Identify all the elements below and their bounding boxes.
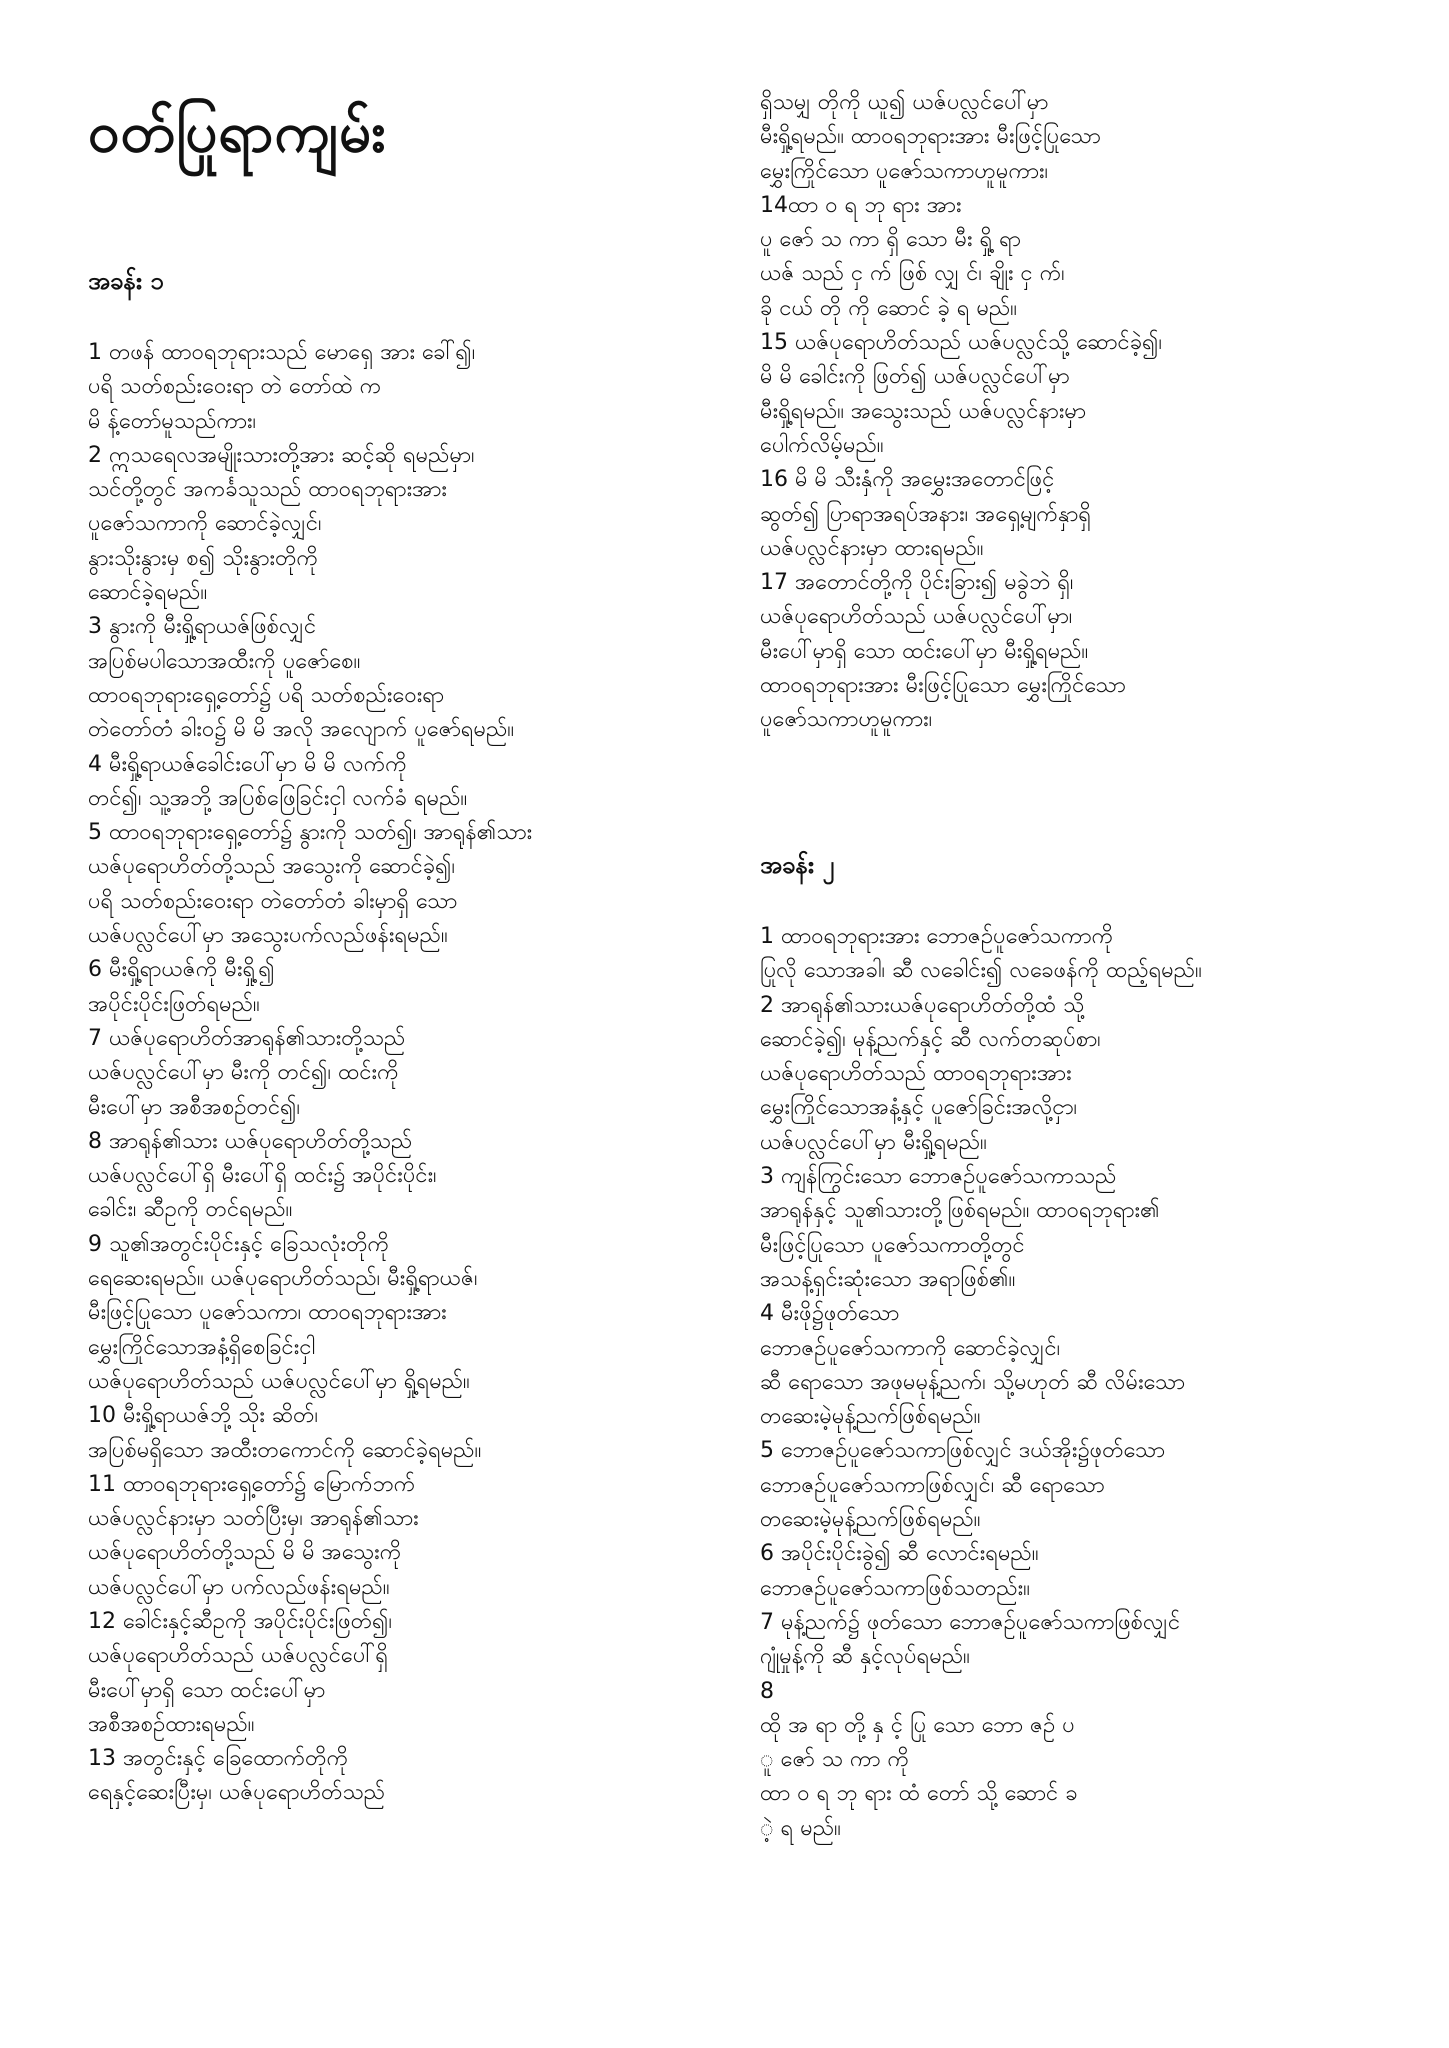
book-title: ဝတ်ပြုရာကျမ်း <box>88 100 387 165</box>
chapter-1-verses-part-2: ရှိသမျှ တိုကို ယူ၍ ယဇ်ပလ္လင်ပေါ်မှာ မီးရှို့ရမည်။ ထာဝရဘုရားအား မီးဖြင့်ပြုသော မွှေးကြိုင်သော ပူဇော်သကာဟူမူကား၊ 14ထာ ဝ ရ ဘု ရား အား ပူ ဇော် သ ကာ ရှိ သော မီး ရှို့ ရာ ယဇ် သည် ငှ က် ဖြစ် လျှ င်၊ ချိုး ငှ က်၊ ခို ငယ် တို ကို ဆောင် ခဲ့ ရ မည်။ 15 ယဇ်ပုရောဟိတ်သည် ယဇ်ပလ္လင်သို့ ဆောင်ခဲ့၍၊ မိ မိ ခေါင်းကို ဖြတ်၍ ယဇ်ပလ္လင်ပေါ်မှာ မီးရှို့ရမည်။ အသွေးသည် ယဇ်ပလ္လင်နားမှာ ပေါက်လိမ့်မည်။ 16 မိ မိ သီးနှံကို အမွှေးအတောင်ဖြင့် ဆွတ်၍ ပြာရာအရပ်အနား၊ အရှေ့မျက်နှာရှိ ယဇ်ပလ္လင်နားမှာ ထားရမည်။ 17 အတောင်တို့ကို ပိုင်းခြား၍ မခွဲဘဲ ရှိ၊ ယဇ်ပုရောဟိတ်သည် ယဇ်ပလ္လင်ပေါ်မှာ၊ မီးပေါ်မှာရှိ သော ထင်းပေါ်မှာ မီးရှို့ရမည်။ ထာဝရဘုရားအား မီးဖြင့်ပြုသော မွှေးကြိုင်သော ပူဇော်သကာဟူမူကား၊ <box>760 90 1163 733</box>
chapter-2-verses: 1 ထာဝရဘုရားအား ဘောဇဉ်ပူဇော်သကာကို ပြုလို သောအခါ၊ ဆီ လခေါင်း၍ လခေဖန်ကို ထည့်ရမည်။ 2 အာရုန်၏သားယဇ်ပုရောဟိတ်တို့ထံ သို့ ဆောင်ခဲ့၍၊ မုန့်ညက်နှင့် ဆီ လက်တဆုပ်စာ၊ ယဇ်ပုရောဟိတ်သည် ထာဝရဘုရားအား မွှေးကြိုင်သောအနံ့နှင့် ပူဇော်ခြင်းအလို့ငှာ၊ ယဇ်ပလ္လင်ပေါ်မှာ မီးရှို့ရမည်။ 3 ကျန်ကြွင်းသော ဘောဇဉ်ပူဇော်သကာသည် အာရုန်နှင့် သူ၏သားတို့ဖြစ်ရမည်။ ထာဝရဘုရား၏ မီးဖြင့်ပြုသော ပူဇော်သကာတို့တွင် အသန့်ရှင်းဆုံးသော အရာဖြစ်၏။ 4 မီးဖို၌ဖုတ်သော ဘောဇဉ်ပူဇော်သကာကို ဆောင်ခဲ့လျှင်၊ ဆီ ရောသော အဖုမမုန့်ညက်၊ သို့မဟုတ် ဆီ လိမ်းသော တဆေးမဲ့မုန့်ညက်ဖြစ်ရမည်။ 5 ဘောဇဉ်ပူဇော်သကာဖြစ်လျှင် ဒယ်အိုး၌ဖုတ်သော ဘောဇဉ်ပူဇော်သကာဖြစ်လျှင်၊ ဆီ ရောသော တဆေးမဲ့မုန့်ညက်ဖြစ်ရမည်။ 6 အပိုင်းပိုင်းခွဲ၍ ဆီ လောင်းရမည်။ ဘောဇဉ်ပူဇော်သကာဖြစ်သတည်း။ 7 မုန့်ညက်၌ ဖုတ်သော ဘောဇဉ်ပူဇော်သကာဖြစ်လျှင် ဂျုံမှုန့်ကို ဆီ နှင့်လုပ်ရမည်။ 8 ထို အ ရာ တို့ နှ င့် ပြု သော ဘော ဇဉ် ပ ူ ဇော် သ ကာ ကို ထာ ဝ ရ ဘု ရား ထံ တော် သို့ ဆောင် ခ ဲ့ ရ မည်။ <box>760 924 1202 1841</box>
chapter-1-heading: အခန်း ၁ <box>88 267 164 295</box>
chapter-1-verses-part-1: 1 တဖန် ထာဝရဘုရားသည် မောရှေ အား ခေါ်၍၊ ပရိ သတ်စည်းဝေးရာ တဲ တော်ထဲ က မိ န့်တော်မူသည်ကား၊ 2 ဣသရေလအမျိုးသားတို့အား ဆင့်ဆို ရမည်မှာ၊ သင်တို့တွင် အကင်္ခသူသည် ထာဝရဘုရားအား ပူဇော်သကာကို ဆောင်ခဲ့လျှင်၊ နွားသိုးနွားမှ စ၍ သိုးနွားတိုကို ဆောင်ခဲ့ရမည်။ 3 နွားကို မီးရှို့ရာယဇ်ဖြစ်လျှင် အပြစ်မပါသောအထီးကို ပူဇော်စေ။ ထာဝရဘုရားရှေ့တော်၌ ပရိ သတ်စည်းဝေးရာ တဲတော်တံ ခါးဝ၌ မိ မိ အလို အလျောက် ပူဇော်ရမည်။ 4 မီးရှို့ရာယဇ်ခေါင်းပေါ်မှာ မိ မိ လက်ကို တင်၍၊ သူ့အဘို့ အပြစ်ဖြေခြင်းငှါ လက်ခံ ရမည်။ 5 ထာဝရဘုရားရှေ့တော်၌ နွားကို သတ်၍၊ အာရုန်၏သား ယဇ်ပုရောဟိတ်တို့သည် အသွေးကို ဆောင်ခဲ့၍၊ ပရိ သတ်စည်းဝေးရာ တဲတော်တံ ခါးမှာရှိ သော ယဇ်ပလ္လင်ပေါ်မှာ အသွေးပက်လည်ဖန်းရမည်။ 6 မီးရှို့ရာယဇ်ကို မီးရှို့၍ အပိုင်းပိုင်းဖြတ်ရမည်။ 7 ယဇ်ပုရောဟိတ်အာရုန်၏သားတို့သည် ယဇ်ပလ္လင်ပေါ်မှာ မီးကို တင်၍၊ ထင်းကို မီးပေါ်မှာ အစီအစဉ်တင်၍၊ 8 အာရုန်၏သား ယဇ်ပုရောဟိတ်တို့သည် ယဇ်ပလ္လင်ပေါ်ရှိ မီးပေါ်ရှိ ထင်း၌ အပိုင်းပိုင်း၊ ခေါင်း၊ ဆီဥကို တင်ရမည်။ 9 သူ၏အတွင်းပိုင်းနှင့် ခြေသလုံးတိုကို ရေဆေးရမည်။ ယဇ်ပုရောဟိတ်သည်၊ မီးရှို့ရာယဇ်၊ မီးဖြင့်ပြုသော ပူဇော်သကာ၊ ထာဝရဘုရားအား မွှေးကြိုင်သောအနံ့ရှိစေခြင်းငှါ ယဇ်ပုရောဟိတ်သည် ယဇ်ပလ္လင်ပေါ်မှာ ရှို့ရမည်။ 10 မီးရှို့ရာယဇ်ဘို့ သိုး ဆိတ်၊ အပြစ်မရှိသော အထီးတကောင်ကို ဆောင်ခဲ့ရမည်။ 11 ထာဝရဘုရားရှေ့တော်၌ မြောက်ဘက် ယဇ်ပလ္လင်နားမှာ သတ်ပြီးမှ၊ အာရုန်၏သား ယဇ်ပုရောဟိတ်တို့သည် မိ မိ အသွေးကို ယဇ်ပလ္လင်ပေါ်မှာ ပက်လည်ဖန်းရမည်။ 12 ခေါင်းနှင့်ဆီဥကို အပိုင်းပိုင်းဖြတ်၍၊ ယဇ်ပုရောဟိတ်သည် ယဇ်ပလ္လင်ပေါ်ရှိ မီးပေါ်မှာရှိ သော ထင်းပေါ်မှာ အစီအစဉ်ထားရမည်။ 13 အတွင်းနှင့် ခြေထောက်တိုကို ရေနှင့်ဆေးပြီးမှ၊ ယဇ်ပုရောဟိတ်သည် <box>88 340 533 1806</box>
chapter-2-heading: အခန်း ၂ <box>760 851 835 879</box>
